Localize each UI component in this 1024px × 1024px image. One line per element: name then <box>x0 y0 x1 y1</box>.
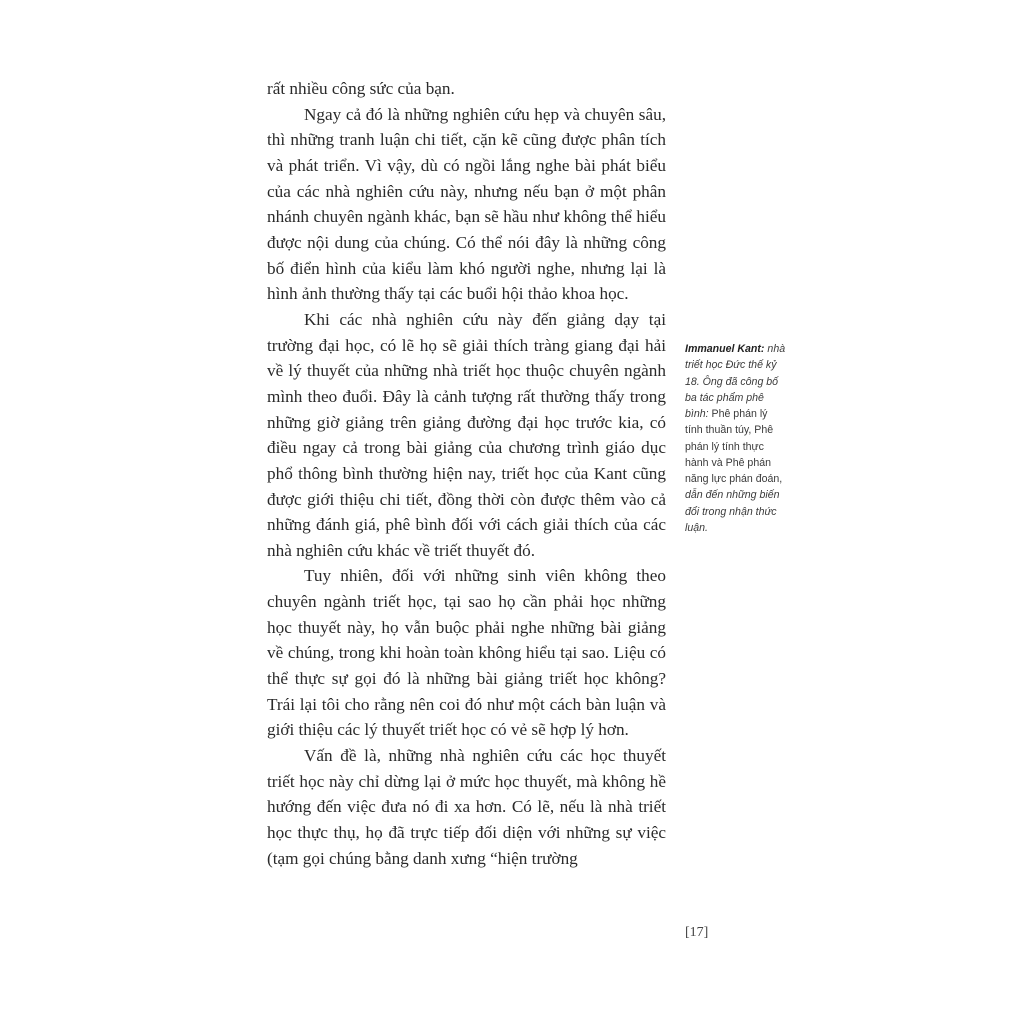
margin-note-works: Phê phán lý tính thuần túy, Phê phán lý tính thực hành và Phê phán năng lực phán đoán, <box>685 408 783 485</box>
margin-note-intro: nhà triết học Đức thế kỷ 18. Ông đã công bố ba tác phẩm phê bình: <box>685 343 786 420</box>
margin-note-outro: dẫn đến những biến đổi trong nhận thức luận. <box>685 489 780 534</box>
main-text-column <box>267 76 666 871</box>
paragraph: Tuy nhiên, đối với những sinh viên không theo chuyên ngành triết học, tại sao họ cần phải học những học thuyết này, họ vẫn buộc phải nghe những bài giảng về chúng, trong khi hoàn toàn không hiểu tại sao. Liệu có thể thực sự gọi đó là những bài giảng triết học không? Trái lại tôi cho rằng nên coi đó như một cách bàn luận và giới thiệu các lý thuyết triết học có vẻ sẽ hợp lý hơn. <box>267 566 666 740</box>
paragraph: Vấn đề là, những nhà nghiên cứu các học thuyết triết học này chỉ dừng lại ở mức học thuyết, mà không hề hướng đến việc đưa nó đi xa hơn. Có lẽ, nếu là nhà triết học thực thụ, họ đã trực tiếp đối diện với những sự việc (tạm gọi chúng bằng danh xưng “hiện trường <box>267 746 666 868</box>
page-number: [17] <box>685 925 709 940</box>
paragraph-continued: rất nhiều công sức của bạn. <box>267 79 455 98</box>
paragraph: Ngay cả đó là những nghiên cứu hẹp và chuyên sâu, thì những tranh luận chi tiết, cặn kẽ cũng được phân tích và phát triển. Vì vậy, dù có ngồi lắng nghe bài phát biểu của các nhà nghiên cứu này, nhưng nếu bạn ở một phân nhánh chuyên ngành khác, bạn sẽ hầu như không thể hiểu được nội dung của chúng. Có thể nói đây là những công bố điển hình của kiểu làm khó người nghe, nhưng lại là hình ảnh thường thấy tại các buổi hội thảo khoa học. <box>267 104 666 304</box>
margin-note-term: Immanuel Kant: <box>685 343 765 355</box>
paragraph: Khi các nhà nghiên cứu này đến giảng dạy tại trường đại học, có lẽ họ sẽ giải thích tràng giang đại hải về lý thuyết của những nhà triết học thuộc chuyên ngành mình theo đuổi. Đây là cảnh tượng rất thường thấy trong những giờ giảng trên giảng đường đại học trước kia, có điều ngay cả trong bài giảng của chương trình giáo dục phổ thông bình thường hiện nay, triết học của Kant cũng được giới thiệu chi tiết, đồng thời còn được thêm vào cả những đánh giá, phê bình đối với cách giải thích của các nhà nghiên cứu khác về triết thuyết đó. <box>267 309 666 560</box>
margin-note-kant <box>685 341 787 536</box>
